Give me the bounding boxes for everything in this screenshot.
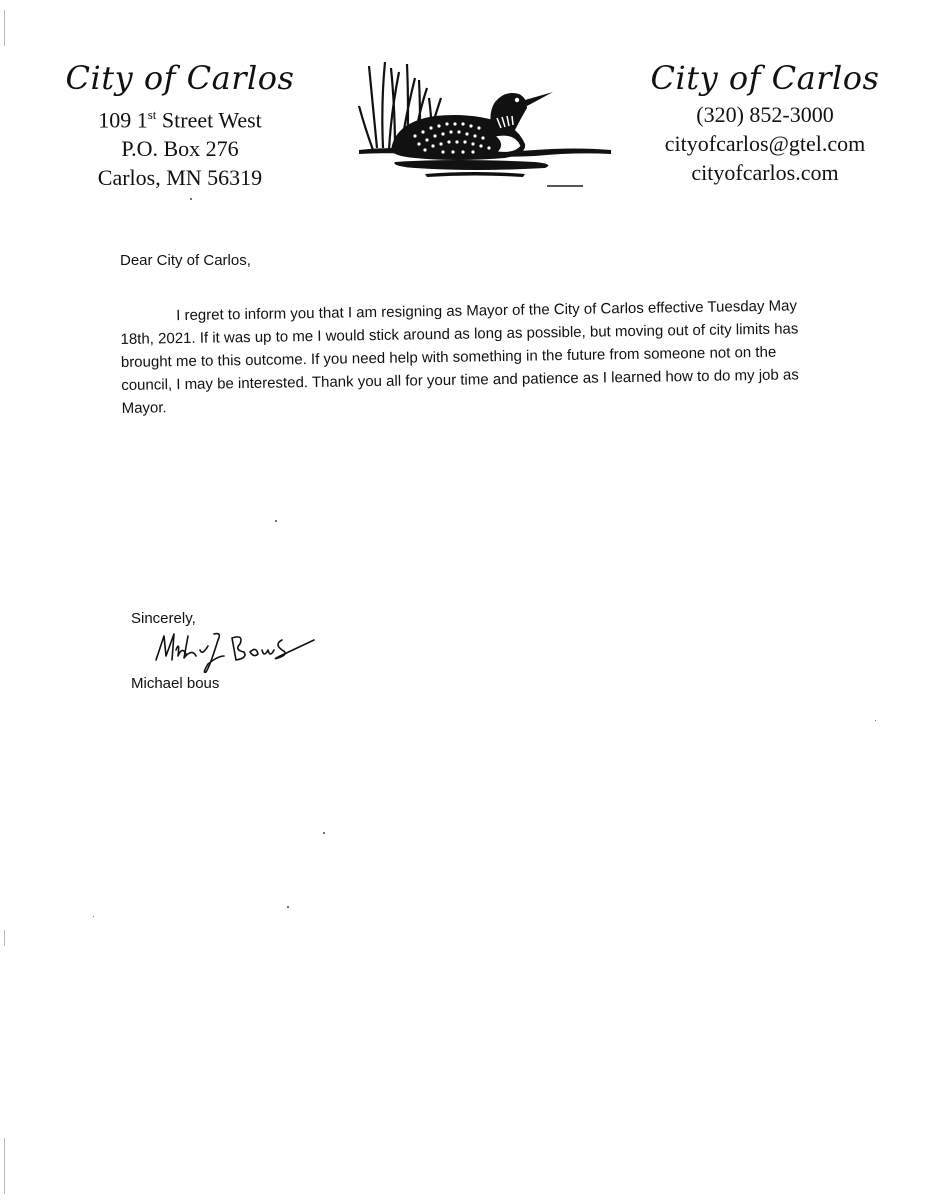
scan-speck: [287, 906, 289, 908]
scan-speck: [323, 832, 325, 834]
letterhead-address-block: [60, 58, 300, 192]
website: cityofcarlos.com: [691, 160, 839, 185]
city-title-right: City of Carlos: [650, 59, 880, 97]
scan-speck: [875, 720, 876, 721]
closing: Sincerely,: [131, 610, 196, 627]
scan-speck: [190, 198, 192, 200]
phone-number: (320) 852-3000: [696, 102, 834, 127]
signer-name: Michael bous: [131, 675, 220, 692]
scan-speck: [93, 916, 94, 917]
scan-edge-mark: [4, 1138, 5, 1194]
signature-icon: [148, 626, 318, 676]
po-box: P.O. Box 276: [121, 136, 239, 162]
city-title-left: City of Carlos: [65, 59, 295, 97]
scan-speck: [275, 520, 277, 522]
city-state-zip: Carlos, MN 56319: [97, 165, 263, 191]
body-paragraph: I regret to inform you that I am resigning as Mayor of the City of Carlos effective Tuesday May 18th, 2021. If it was up to me I would stick around as long as possible, but moving out of city limits has brought me to this outcome. If you need help with something in the future from someone not on the council, I may be interested. Thank you all for your time and patience as I learned how to do my job as Mayor.: [120, 297, 799, 417]
email-address: cityofcarlos@gtel.com: [664, 131, 866, 156]
scan-edge-mark: [4, 10, 5, 46]
loon-icon: [355, 58, 615, 193]
salutation: Dear City of Carlos,: [120, 252, 251, 269]
street-address: 109 1st Street West: [98, 107, 262, 133]
letter-body: [120, 294, 812, 420]
letterhead-contact-block: [620, 58, 910, 187]
scan-edge-mark: [4, 930, 5, 946]
